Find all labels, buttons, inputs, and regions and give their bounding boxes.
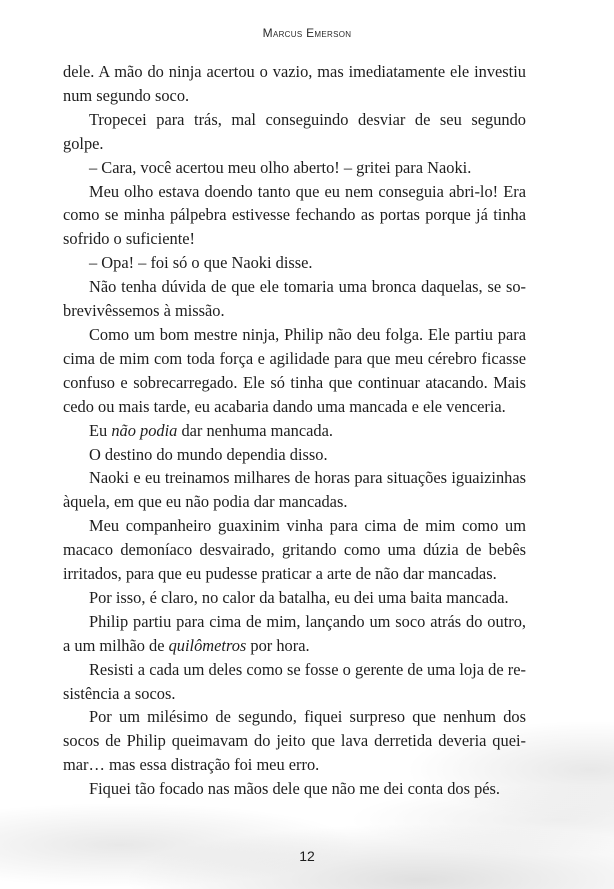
paragraph-text: Eu [89, 420, 112, 440]
paragraph: Meu olho estava doendo tanto que eu nem conseguia abri-lo! Era como se minha pálpebra estivesse fechando as portas porque já tinha sofrido o suficiente! [63, 181, 526, 249]
paragraph: Resisti a cada um deles como se fosse o gerente de uma loja de resistência a socos. [63, 659, 526, 703]
paragraph-text: por hora. [246, 635, 310, 655]
emphasis-text: quilômetros [168, 635, 247, 655]
paragraph: Tropecei para trás, mal conseguindo desviar de seu segundo golpe. [63, 109, 526, 153]
emphasis-text: não podia [111, 420, 178, 440]
running-header: Marcus Emerson [262, 26, 352, 40]
paragraph: – Opa! – foi só o que Naoki disse. [89, 253, 313, 273]
paragraph [63, 610, 526, 658]
paragraph: Fiquei tão focado nas mãos dele que não me dei conta dos pés. [89, 779, 501, 799]
paragraph: O destino do mundo dependia disso. [89, 444, 328, 464]
paragraph: Por um milésimo de segundo, fiquei surpreso que nenhum dos socos de Philip queimavam do jeito que lava derretida deveria queimar… mas essa distração foi meu erro. [63, 707, 526, 775]
paragraph-text: dar nenhuma mancada. [177, 420, 333, 440]
paragraph: dele. A mão do ninja acertou o vazio, mas imediatamente ele investiu num segundo soco. [63, 62, 526, 105]
body-text [63, 60, 526, 801]
paragraph: Como um bom mestre ninja, Philip não deu folga. Ele partiu para cima de mim com toda força e agilidade para que meu cérebro ficasse confuso e sobrecarregado. Ele só tinha que continuar atacando. Mais cedo ou mais tarde, eu acabaria dando uma mancada e ele venceria. [63, 324, 526, 416]
paragraph: – Cara, você acertou meu olho aberto! – gritei para Naoki. [89, 157, 472, 177]
paragraph: Naoki e eu treinamos milhares de horas para situações iguaizinhas àquela, em que eu não podia dar mancadas. [63, 468, 526, 512]
paragraph: Não tenha dúvida de que ele tomaria uma bronca daquelas, se sobrevivêssemos à missão. [63, 277, 526, 321]
paragraph [63, 419, 526, 443]
paragraph: Meu companheiro guaxinim vinha para cima de mim como um macaco demoníaco desvairado, gritando como uma dúzia de bebês irritados, para que eu pudesse praticar a arte de não dar mancadas. [63, 516, 526, 584]
paragraph-text: Philip partiu para cima de mim, lançando um soco atrás do outro, a um milhão de [63, 611, 526, 655]
page-number: 12 [299, 848, 315, 864]
paragraph: Por isso, é claro, no calor da batalha, eu dei uma baita mancada. [89, 587, 509, 607]
